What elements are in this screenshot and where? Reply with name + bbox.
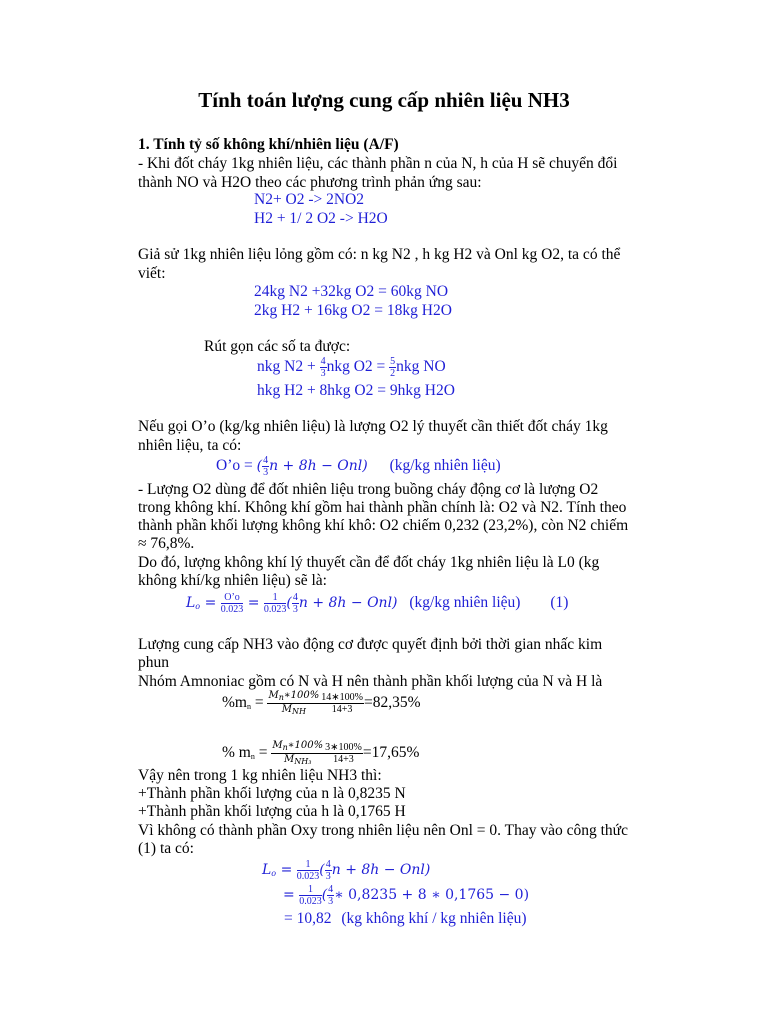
air-calc-line-1: $L_o$ = $\frac{1}{0.023}$ ( $\frac{4}{3}$ n + 8h − Onl) bbox=[262, 859, 431, 882]
section-heading: 1. Tính tỷ số không khí/nhiên liệu (A/F) bbox=[138, 136, 399, 153]
reaction-equation: N2+ O2 -> 2NO2 bbox=[254, 191, 365, 208]
paragraph-line: Lượng cung cấp NH3 vào động cơ được quyết định bởi thời gian nhấc kim bbox=[138, 636, 603, 653]
reaction-equation: H2 + 1/ 2 O2 -> H2O bbox=[254, 210, 388, 227]
paragraph-line: +Thành phần khối lượng của h là 0,1765 H bbox=[138, 803, 406, 820]
paragraph-line: Vậy nên trong 1 kg nhiên liệu NH3 thì: bbox=[138, 767, 382, 784]
reduced-equation: nkg N2 + $\frac{4}{3}$ nkg O2 = $\frac{5}{2}$ nkg NO bbox=[257, 356, 446, 379]
paragraph-line: nhiên liệu, ta có: bbox=[138, 437, 242, 454]
reduced-equation: hkg H2 + 8hkg O2 = 9hkg H2O bbox=[257, 382, 455, 399]
paragraph-line: không khí/kg nhiên liệu) sẽ là: bbox=[138, 572, 327, 589]
page-title: Tính toán lượng cung cấp nhiên liệu NH3 bbox=[198, 88, 570, 112]
mass-equation: 24kg N2 +32kg O2 = 60kg NO bbox=[254, 283, 449, 300]
mass-fraction-n: $\%m_n$ = $M_n∗100\%$ $M_{NH}$ $\frac{14∗100\%}{14+3}$ =82,35% bbox=[222, 690, 421, 716]
paragraph-line: - Lượng O2 dùng để đốt nhiên liệu trong buồng cháy động cơ là lượng O2 bbox=[138, 481, 599, 498]
air-formula: $L_o$ = $\frac{O’o}{0.023}$ = $\frac{1}{0.023}$ ( $\frac{4}{3}$ n + 8h − Onl) (kg/kg nhiên liệu) (1) bbox=[186, 592, 569, 615]
paragraph-line: Rút gọn các số ta được: bbox=[204, 338, 351, 355]
paragraph-line: trong không khí. Không khí gồm hai thành phần chính là: O2 và N2. Tính theo bbox=[138, 499, 627, 516]
paragraph-line: Giả sử 1kg nhiên liệu lỏng gồm có: n kg N2 , h kg H2 và Onl kg O2, ta có thể bbox=[138, 246, 621, 263]
paragraph-line: - Khi đốt cháy 1kg nhiên liệu, các thành phần n của N, h của H sẽ chuyển đổi bbox=[138, 155, 618, 172]
paragraph-line: Nhóm Amnoniac gồm có N và H nên thành phần khối lượng của N và H là bbox=[138, 673, 603, 690]
paragraph-line: thành phần khối lượng không khí khô: O2 chiếm 0,232 (23,2%), còn N2 chiếm bbox=[138, 517, 629, 534]
paragraph-line: phun bbox=[138, 654, 169, 671]
air-calc-result: = 10,82 (kg không khí / kg nhiên liệu) bbox=[284, 910, 527, 927]
paragraph-line: Vì không có thành phần Oxy trong nhiên liệu nên Onl = 0. Thay vào công thức bbox=[138, 822, 628, 839]
mass-fraction-h: % $m_n$ = $M_n∗100\%$ $M_{NH_3}$ $\frac{3∗100\%}{14+3}$ =17,65% bbox=[222, 740, 420, 766]
air-calc-line-2: = $\frac{1}{0.023}$ ( $\frac{4}{3}$ ∗ 0,8235 + 8 ∗ 0,1765 − 0) bbox=[283, 884, 530, 907]
paragraph-line: +Thành phần khối lượng của n là 0,8235 N bbox=[138, 785, 406, 802]
mass-equation: 2kg H2 + 16kg O2 = 18kg H2O bbox=[254, 302, 452, 319]
equation-number: (1) bbox=[550, 594, 569, 612]
paragraph-line: ≈ 76,8%. bbox=[138, 535, 195, 552]
oxygen-formula: O’o = ( $\frac{4}{3}$ n + 8h − Onl) (kg/kg nhiên liệu) bbox=[216, 455, 501, 478]
paragraph-line: thành NO và H2O theo các phương trình phản ứng sau: bbox=[138, 174, 482, 191]
paragraph-line: Do đó, lượng không khí lý thuyết cần để đốt cháy 1kg nhiên liệu là L0 (kg bbox=[138, 554, 600, 571]
paragraph-line: Nếu gọi O’o (kg/kg nhiên liệu) là lượng O2 lý thuyết cần thiết đốt cháy 1kg bbox=[138, 418, 608, 435]
paragraph-line: viết: bbox=[138, 265, 166, 282]
paragraph-line: (1) ta có: bbox=[138, 840, 194, 857]
